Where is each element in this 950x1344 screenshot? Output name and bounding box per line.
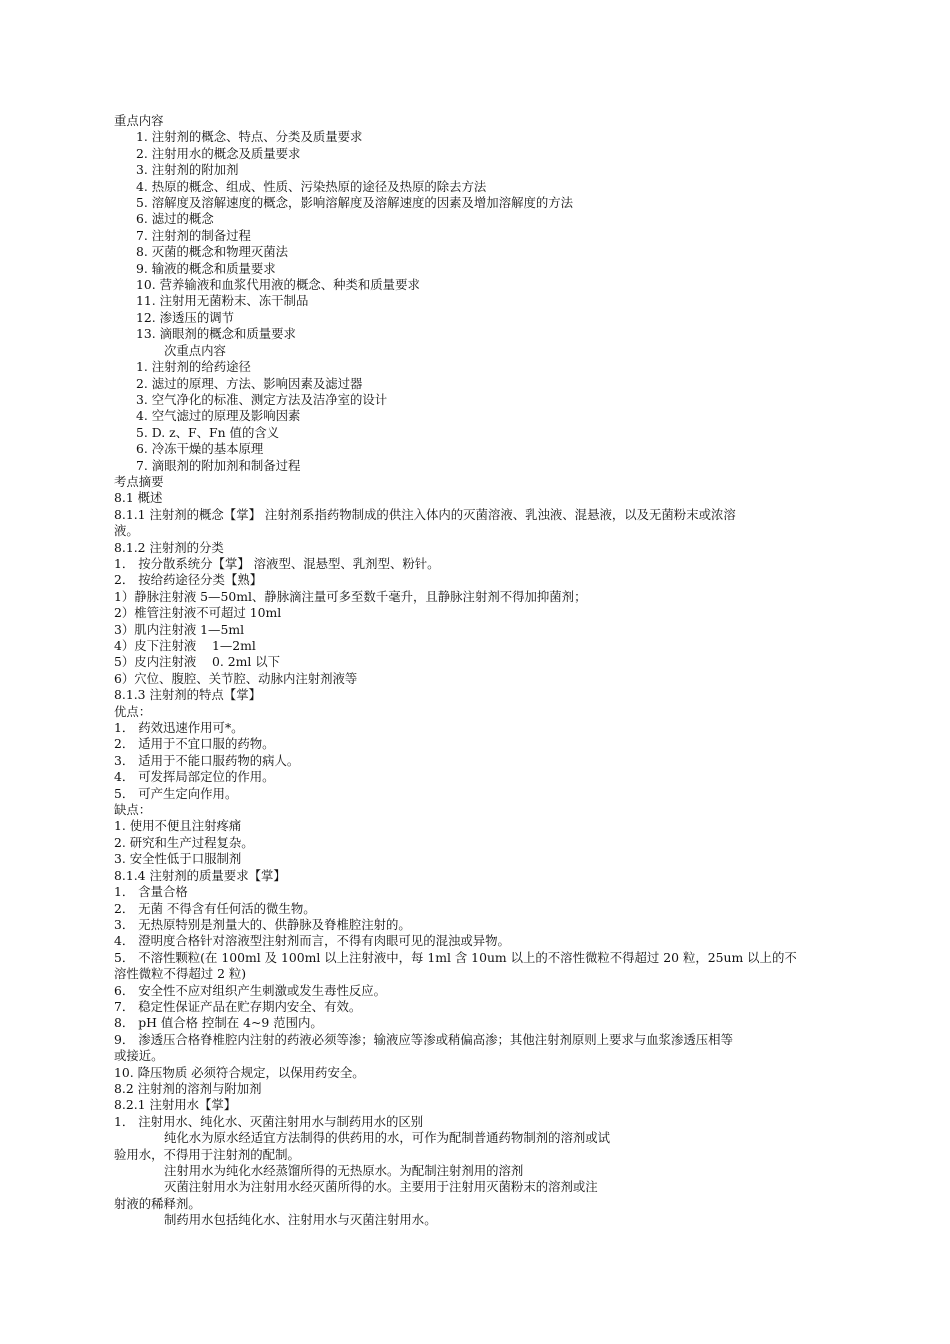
text-line: 2． 按给药途径分类【熟】	[114, 572, 263, 588]
text-line: 4）皮下注射液 1—2ml	[114, 638, 256, 653]
text-line: 重点内容	[114, 113, 164, 128]
text-line: 6． 安全性不应对组织产生刺激或发生毒性反应。	[114, 982, 387, 998]
text-line: 或接近。	[114, 1048, 164, 1064]
text-line: 5． 可产生定向作用。	[114, 785, 238, 801]
text-line: 12. 渗透压的调节	[136, 309, 234, 325]
text-line: 2. 研究和生产过程复杂。	[114, 834, 254, 850]
text-line: 7. 注射剂的制备过程	[136, 227, 251, 243]
text-line: 液。	[114, 523, 139, 539]
text-line: 缺点：	[114, 802, 152, 818]
text-line: 1． 注射用水、纯化水、灭菌注射用水与制药用水的区别	[114, 1113, 424, 1129]
text-line: 溶性微粒不得超过 2 粒)	[114, 966, 247, 982]
text-line: 2． 无菌 不得含有任何活的微生物。	[114, 900, 316, 916]
text-line: 8. 灭菌的概念和物理灭菌法	[136, 244, 289, 260]
text-line: 5. 溶解度及溶解速度的概念，影响溶解度及溶解速度的因素及增加溶解度的方法	[136, 195, 574, 211]
text-line: 9. 输液的概念和质量要求	[136, 260, 276, 276]
text-line: 1. 注射剂的概念、特点、分类及质量要求	[136, 129, 363, 145]
text-line: 灭菌注射用水为注射用水经灭菌所得的水。主要用于注射用灭菌粉末的溶剂或注	[164, 1179, 598, 1195]
text-line: 8.1.1 注射剂的概念【掌】 注射剂系指药物制成的供注入体内的灭菌溶液、乳浊液、混悬液，以及无菌粉末或浓溶	[114, 506, 736, 522]
text-line: 2. 滤过的原理、方法、影响因素及滤过器	[136, 375, 363, 391]
text-line: 次重点内容	[164, 342, 226, 358]
text-line: 3. 安全性低于口服制剂	[114, 851, 242, 867]
text-line: 1． 按分散系统分【掌】 溶液型、混悬型、乳剂型、粉针。	[114, 555, 440, 571]
text-line: 7. 滴眼剂的附加剂和制备过程	[136, 457, 301, 473]
text-line: 2）椎管注射液不可超过 10ml	[114, 605, 282, 621]
text-line: 8.2 注射剂的溶剂与附加剂	[114, 1080, 262, 1096]
text-line: 8.2.1 注射用水【掌】	[114, 1097, 237, 1113]
text-line: 6. 滤过的概念	[136, 211, 214, 227]
text-line: 1． 含量合格	[114, 884, 188, 900]
text-line: 13. 滴眼剂的概念和质量要求	[136, 326, 296, 342]
text-line: 1. 使用不便且注射疼痛	[114, 818, 242, 834]
document-page	[114, 113, 838, 1229]
text-line: 11. 注射用无菌粉末、冻干制品	[136, 293, 309, 309]
text-line: 8.1.2 注射剂的分类	[114, 539, 224, 555]
text-line: 1． 药效迅速作用可*。	[114, 720, 244, 736]
text-line: 4. 热原的概念、组成、性质、污染热原的途径及热原的除去方法	[136, 178, 487, 194]
text-line: 3. 注射剂的附加剂	[136, 162, 239, 178]
text-line: 2． 适用于不宜口服的药物。	[114, 736, 275, 752]
text-line: 6. 冷冻干燥的基本原理	[136, 441, 264, 457]
text-line: 4． 可发挥局部定位的作用。	[114, 769, 275, 785]
text-line: 3）肌内注射液 1—5ml	[114, 621, 245, 637]
text-line: 4． 澄明度合格针对溶液型注射剂而言，不得有肉眼可见的混浊或异物。	[114, 933, 510, 949]
text-line: 8． pH 值合格 控制在 4~9 范围内。	[114, 1015, 323, 1031]
text-line: 8.1.3 注射剂的特点【掌】	[114, 687, 261, 703]
text-line: 验用水，不得用于注射剂的配制。	[114, 1146, 300, 1162]
text-line: 7． 稳定性保证产品在贮存期内安全、有效。	[114, 998, 362, 1014]
text-line: 5. D. z、F、Fn 值的含义	[136, 424, 280, 440]
text-line: 注射用水为纯化水经蒸馏所得的无热原水。为配制注射剂用的溶剂	[164, 1163, 524, 1178]
text-line: 制药用水包括纯化水、注射用水与灭菌注射用水。	[164, 1212, 437, 1228]
text-line: 5． 不溶性颗粒(在 100ml 及 100ml 以上注射液中，每 1ml 含 10um 以上的不溶性微粒不得超过 20 粒，25um 以上的不	[114, 949, 797, 965]
text-line: 8.1.4 注射剂的质量要求【掌】	[114, 867, 286, 883]
text-line: 3. 空气净化的标准、测定方法及洁净室的设计	[136, 391, 388, 407]
text-line: 5）皮内注射液 0. 2ml 以下	[114, 654, 281, 670]
text-line: 射液的稀释剂。	[114, 1195, 201, 1211]
text-line: 纯化水为原水经适宜方法制得的供药用的水，可作为配制普通药物制剂的溶剂或试	[164, 1130, 611, 1146]
text-line: 3． 适用于不能口服药物的病人。	[114, 752, 300, 768]
text-line: 1）静脉注射液 5—50ml、静脉滴注量可多至数千毫升，且静脉注射剂不得加抑菌剂；	[114, 588, 587, 604]
text-line: 10. 营养输液和血浆代用液的概念、种类和质量要求	[136, 277, 420, 293]
text-line: 2. 注射用水的概念及质量要求	[136, 145, 301, 161]
text-line: 3． 无热原特别是剂量大的、供静脉及脊椎腔注射的。	[114, 916, 411, 932]
text-line: 1. 注射剂的给药途径	[136, 359, 251, 375]
text-line: 优点：	[114, 703, 152, 719]
text-line: 4. 空气滤过的原理及影响因素	[136, 408, 301, 424]
text-line: 9． 渗透压合格脊椎腔内注射的药液必须等渗；输液应等渗或稍偏高渗；其他注射剂原则上要求与血浆渗透压相等	[114, 1031, 733, 1047]
text-line: 10. 降压物质 必须符合规定，以保用药安全。	[114, 1064, 365, 1080]
text-line: 考点摘要	[114, 473, 164, 489]
text-line: 6）穴位、腹腔、关节腔、动脉内注射剂液等	[114, 670, 358, 686]
text-line: 8.1 概述	[114, 490, 163, 506]
